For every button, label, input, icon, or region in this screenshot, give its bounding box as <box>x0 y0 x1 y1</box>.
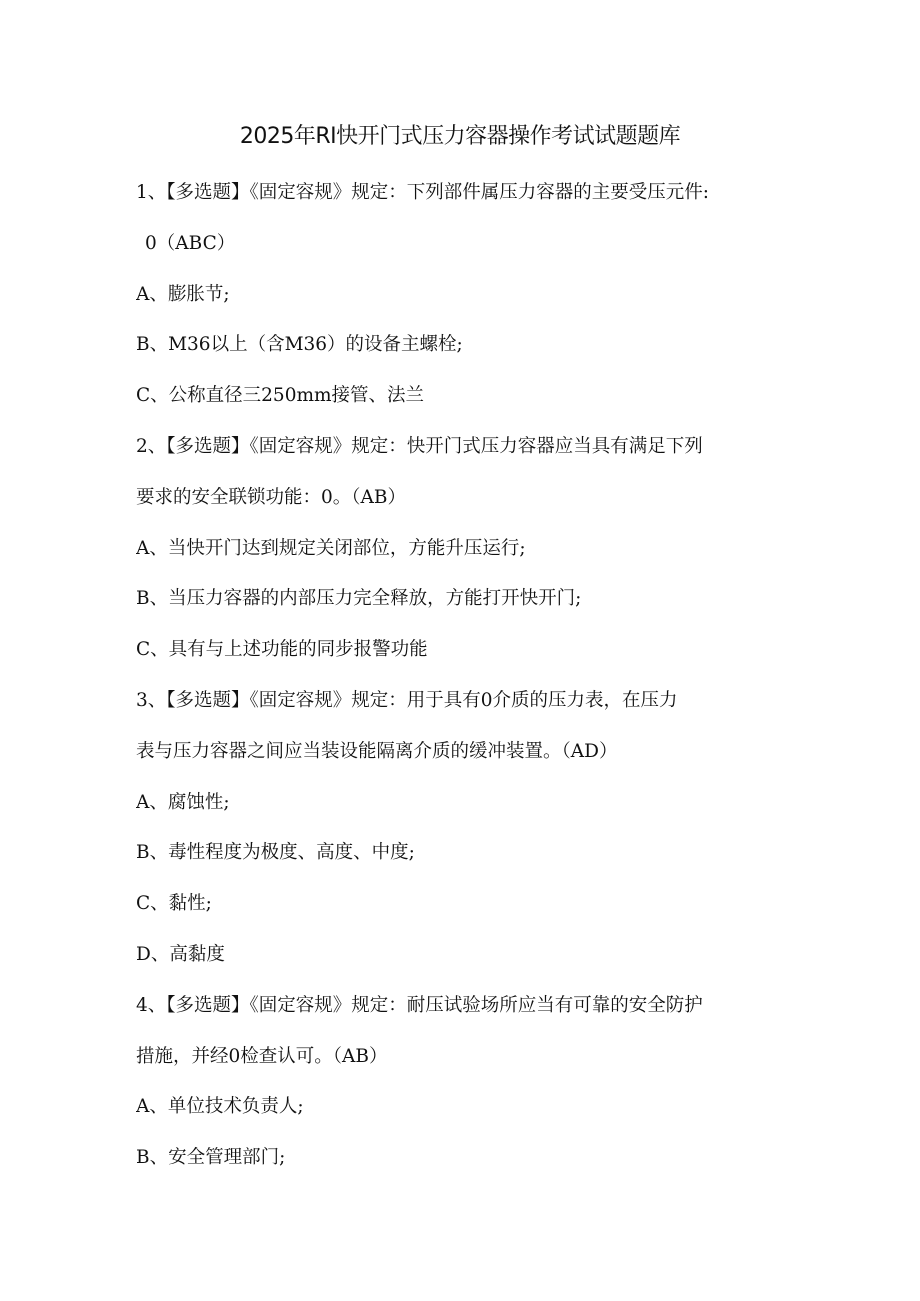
q1-answer: 0（ABC） <box>145 232 236 254</box>
q4-stem-cont: 措施，并经0检查认可。（AB） <box>136 1045 388 1067</box>
q4-option-a: A、单位技术负责人; <box>136 1096 304 1118</box>
q3-option-c: C、黏性; <box>136 893 212 915</box>
q2-stem-cont: 要求的安全联锁功能：0。（AB） <box>136 486 406 508</box>
q3-option-a: A、腐蚀性; <box>136 791 230 813</box>
q3-option-d: D、高黏度 <box>136 943 225 965</box>
q2-stem: 2、【多选题】《固定容规》规定：快开门式压力容器应当具有满足下列 <box>136 435 703 457</box>
question-list <box>136 178 796 1194</box>
q4-option-b: B、安全管理部门; <box>136 1147 286 1169</box>
q1-stem: 1、【多选题】《固定容规》规定：下列部件属压力容器的主要受压元件: <box>136 182 710 203</box>
q3-option-b: B、毒性程度为极度、高度、中度; <box>136 842 415 864</box>
q4-stem: 4、【多选题】《固定容规》规定：耐压试验场所应当有可靠的安全防护 <box>136 994 703 1016</box>
q3-stem-cont: 表与压力容器之间应当装设能隔离介质的缓冲装置。（AD） <box>136 740 618 762</box>
document-title: 2025年RI快开门式压力容器操作考试试题题库 <box>239 124 681 149</box>
q1-option-b: B、M36以上（含M36）的设备主螺栓; <box>136 334 463 356</box>
q1-option-a: A、膨胀节; <box>136 283 230 305</box>
q2-option-b: B、当压力容器的内部压力完全释放，方能打开快开门; <box>136 588 582 610</box>
q2-option-c: C、具有与上述功能的同步报警功能 <box>136 639 428 661</box>
q2-option-a: A、当快开门达到规定关闭部位，方能升压运行; <box>136 537 526 559</box>
q3-stem: 3、【多选题】《固定容规》规定：用于具有0介质的压力表，在压力 <box>136 689 678 711</box>
q1-option-c: C、公称直径三250mm接管、法兰 <box>136 385 425 407</box>
